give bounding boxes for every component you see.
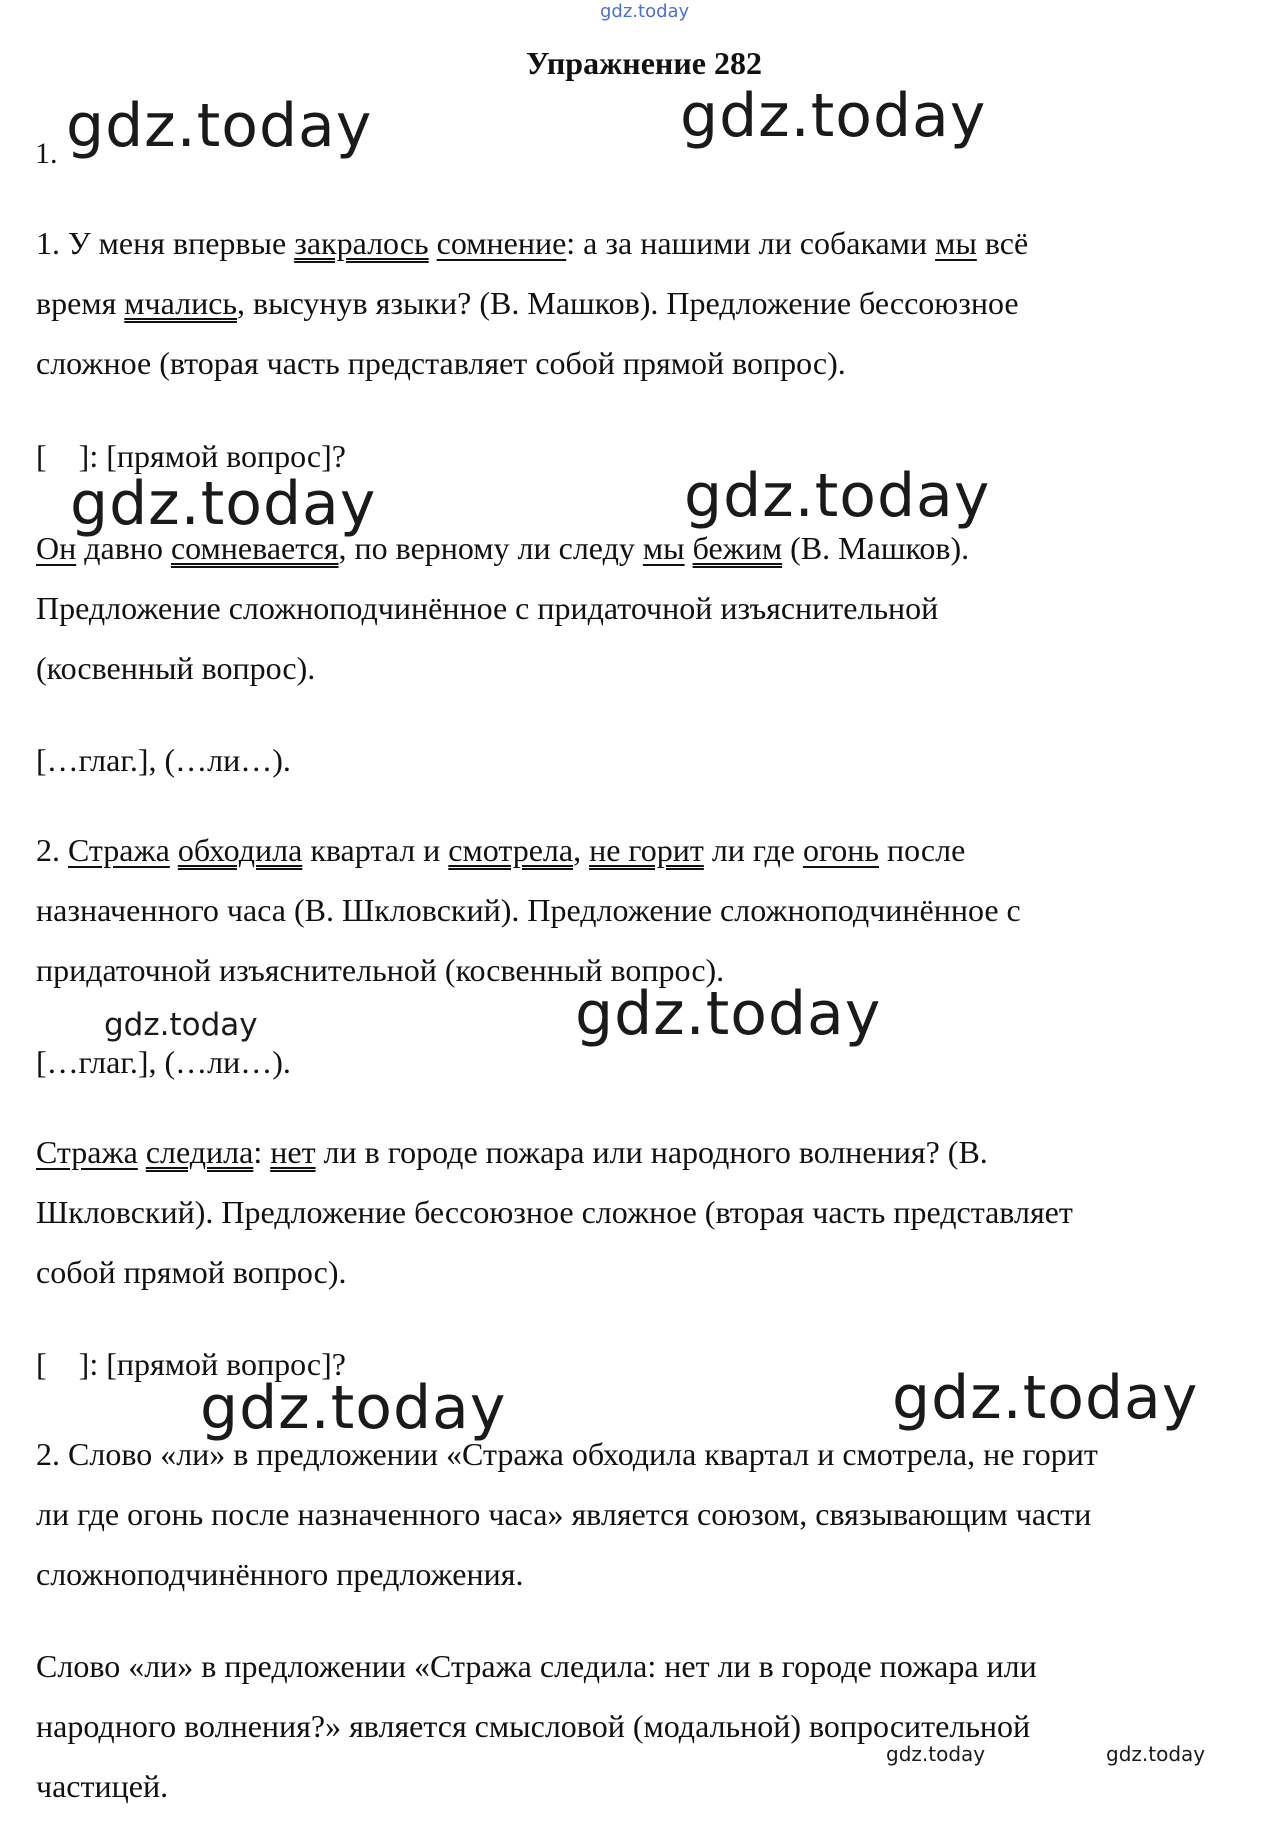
answer2-line1: 2. Слово «ли» в предложении «Стража обходила квартал и смотрела, не горит xyxy=(36,1436,1098,1472)
answer3-line1: Слово «ли» в предложении «Стража следила: нет ли в городе пожара или xyxy=(36,1648,1037,1684)
sentence4-line1: Стража следила: нет ли в городе пожара или народного волнения? (В. xyxy=(36,1134,988,1170)
predicate: обходила xyxy=(177,832,303,868)
subject: мы xyxy=(642,530,685,566)
watermark-big-7: gdz.today xyxy=(892,1363,1199,1433)
sentence3-line3: придаточной изъяснительной (косвенный вопрос). xyxy=(36,952,725,988)
answer2-line2: ли где огонь после назначенного часа» является союзом, связывающим части xyxy=(36,1496,1092,1532)
predicate: закралось xyxy=(294,225,429,261)
predicate: следила xyxy=(145,1134,254,1170)
subject: Стража xyxy=(68,832,170,868)
scheme-1: [ ]: [прямой вопрос]? xyxy=(36,438,346,474)
watermark-big-2: gdz.today xyxy=(680,81,987,151)
sentence1-line3: сложное (вторая часть представляет собой прямой вопрос). xyxy=(36,345,846,381)
item-number: 1. xyxy=(35,137,58,170)
scheme-4: [ ]: [прямой вопрос]? xyxy=(36,1346,346,1382)
watermark-small-1: gdz.today xyxy=(886,1742,986,1766)
page-title: Упражнение 282 xyxy=(525,45,762,81)
subject: Он xyxy=(36,530,77,566)
subject: мы xyxy=(935,225,977,261)
sentence1-line2: время мчались, высунув языки? (В. Машков). Предложение бессоюзное xyxy=(36,285,1019,321)
watermark-big-4: gdz.today xyxy=(684,461,991,531)
scheme-2: […глаг.], (…ли…). xyxy=(36,742,291,778)
sentence2-line1: Он давно сомневается, по верному ли следу мы бежим (В. Машков). xyxy=(36,530,970,566)
answer3-line2: народного волнения?» является смысловой (модальной) вопросительной xyxy=(36,1708,1031,1744)
watermark-top: gdz.today xyxy=(600,1,690,22)
watermark-big-1: gdz.today xyxy=(66,91,373,161)
sentence4-line2: Шкловский). Предложение бессоюзное сложное (вторая часть представляет xyxy=(36,1194,1073,1230)
sentence2-line3: (косвенный вопрос). xyxy=(36,650,316,686)
predicate: не горит xyxy=(589,832,704,868)
watermark-small-2: gdz.today xyxy=(1106,1742,1206,1766)
subject: Стража xyxy=(36,1134,138,1170)
watermark-big-3: gdz.today xyxy=(70,469,377,539)
predicate: бежим xyxy=(692,530,783,566)
subject: огонь xyxy=(802,832,879,868)
subject: сомнение xyxy=(436,225,567,261)
watermark-mid-1: gdz.today xyxy=(104,1007,258,1043)
predicate: смотрела xyxy=(448,832,574,868)
answer2-line3: сложноподчинённого предложения. xyxy=(36,1556,524,1592)
watermark-big-6: gdz.today xyxy=(200,1373,507,1443)
sentence3-line2: назначенного часа (В. Шкловский). Предложение сложноподчинённое с xyxy=(36,892,1021,928)
sentence1-line1: 1. У меня впервые закралось сомнение: а за нашими ли собаками мы всё xyxy=(36,225,1029,261)
predicate: нет xyxy=(270,1134,316,1170)
watermark-big-5: gdz.today xyxy=(575,979,882,1049)
sentence3-line1: 2. Стража обходила квартал и смотрела, не горит ли где огонь после xyxy=(36,832,966,868)
predicate: мчались xyxy=(124,285,237,321)
answer3-line3: частицей. xyxy=(36,1768,169,1804)
sentence4-line3: собой прямой вопрос). xyxy=(36,1254,347,1290)
sentence2-line2: Предложение сложноподчинённое с придаточной изъяснительной xyxy=(36,590,939,626)
scheme-3: […глаг.], (…ли…). xyxy=(36,1044,291,1080)
predicate: сомневается xyxy=(170,530,339,566)
